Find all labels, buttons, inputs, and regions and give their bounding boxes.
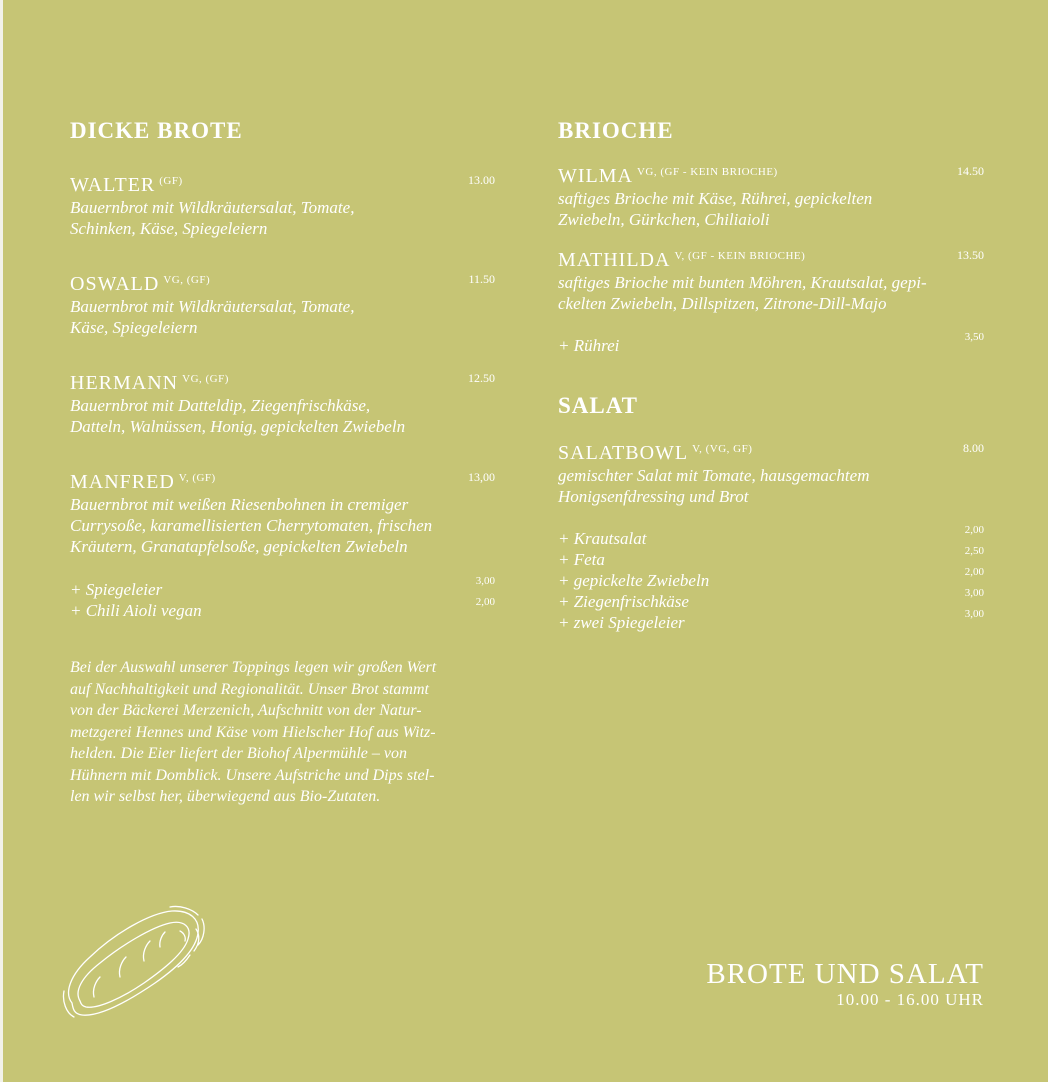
item-tags: VG, (GF) (182, 373, 229, 385)
item-description: Bauernbrot mit Wildkräutersalat, Tomate, Schinken, Käse, Spiegeleiern (70, 198, 355, 238)
item-price: 13.50 (957, 248, 984, 262)
item-price: 11.50 (468, 272, 495, 286)
menu-footer (706, 958, 984, 1010)
extra-price: 3,50 (964, 331, 984, 343)
extra-item (558, 608, 984, 633)
menu-item-hermann (70, 371, 495, 437)
extra-item (558, 587, 984, 612)
column-brioche-salat (558, 118, 984, 633)
menu-item-mathilda (558, 248, 984, 314)
section-title-brioche: BRIOCHE (558, 118, 674, 143)
item-description: Bauernbrot mit Wildkräutersalat, Tomate, Käse, Spiegeleiern (70, 297, 355, 337)
item-description: saftiges Brioche mit Käse, Rührei, gepickelten Zwiebeln, Gürkchen, Chiliaioli (558, 189, 873, 229)
item-name: SALATBOWL (558, 442, 689, 464)
extra-price: 3,00 (964, 608, 984, 620)
item-tags: V, (GF) (178, 472, 216, 484)
extra-item (558, 545, 984, 570)
extras-list (558, 331, 984, 356)
item-price: 13.00 (468, 173, 495, 187)
item-price: 13,00 (468, 470, 495, 484)
bread-icon (60, 905, 205, 1025)
item-name: MATHILDA (558, 249, 671, 271)
column-dicke-brote (70, 118, 495, 808)
item-description: Bauernbrot mit Datteldip, Ziegenfrischkäse, Datteln, Walnüssen, Honig, gepickelten Zwiebeln (70, 396, 406, 436)
menu-item-walter (70, 173, 495, 239)
extra-label: + Chili Aioli vegan (70, 601, 202, 620)
extra-label: + Spiegeleier (70, 580, 163, 599)
extra-label: + Krautsalat (558, 529, 647, 548)
item-tags: V, (VG, GF) (692, 443, 753, 455)
extra-price: 2,00 (964, 524, 984, 536)
section-title-salat: SALAT (558, 393, 638, 418)
menu-item-salatbowl (558, 441, 984, 507)
extra-label: + Ziegenfrischkäse (558, 592, 689, 611)
menu-item-wilma (558, 164, 984, 230)
extra-label: + gepickelte Zwiebeln (558, 571, 710, 590)
page-edge (0, 0, 3, 1082)
item-price: 8.00 (963, 441, 984, 455)
item-tags: VG, (GF - KEIN BRIOCHE) (636, 166, 778, 178)
extra-item (558, 331, 984, 356)
item-description: Bauernbrot mit weißen Riesenbohnen in cremiger Currysoße, karamellisierten Cherrytomaten, frischen Kräutern, Granatapfelsoße, gepickelten Zwiebeln (70, 495, 433, 556)
extras-list (70, 575, 495, 621)
extra-item (558, 524, 984, 549)
extra-label: + zwei Spiegeleier (558, 613, 685, 632)
extras-list (558, 524, 984, 633)
item-price: 14.50 (957, 164, 984, 178)
item-description: gemischter Salat mit Tomate, hausgemachtem Honigsenfdressing und Brot (558, 466, 870, 506)
item-tags: (GF) (159, 175, 183, 187)
extra-label: + Rührei (558, 336, 620, 355)
item-tags: VG, (GF) (163, 274, 211, 286)
menu-item-manfred (70, 470, 495, 557)
extra-price: 2,00 (964, 566, 984, 578)
section-title-dicke-brote: DICKE BROTE (70, 118, 243, 143)
item-name: WILMA (558, 165, 633, 187)
menu-item-oswald (70, 272, 495, 338)
extra-item (70, 575, 495, 600)
item-name: HERMANN (70, 372, 179, 394)
extra-item (558, 566, 984, 591)
item-description: saftiges Brioche mit bunten Möhren, Krautsalat, gepi- ckelten Zwiebeln, Dillspitzen, Zitrone-Dill-Majo (558, 273, 927, 313)
item-name: OSWALD (70, 273, 160, 295)
item-tags: V, (GF - KEIN BRIOCHE) (674, 250, 806, 262)
item-name: WALTER (70, 174, 156, 196)
extra-price: 3,00 (475, 575, 495, 587)
extra-item (70, 596, 495, 621)
extra-label: + Feta (558, 550, 605, 569)
opening-hours: 10.00 - 16.00 UHR (836, 990, 984, 1009)
sourcing-note: Bei der Auswahl unserer Toppings legen wir großen Wert auf Nachhaltigkeit und Regionalität. Unser Brot stammt von der Bäckerei Merzenich, Aufschnitt von der Natur- metzgerei Hennes und Käse vom Hielscher Hof aus Witz- helden. Die Eier liefert der Biohof Alpermühle – von Hühnern mit Domblick. Unsere Aufstriche und Dips stel- len wir selbst her, überwiegend aus Bio-Zutaten. (70, 659, 437, 805)
extra-price: 2,00 (475, 596, 495, 608)
item-price: 12.50 (468, 371, 495, 385)
extra-price: 3,00 (964, 587, 984, 599)
extra-price: 2,50 (964, 545, 984, 557)
footer-title: BROTE UND SALAT (706, 958, 984, 990)
item-name: MANFRED (70, 471, 175, 493)
